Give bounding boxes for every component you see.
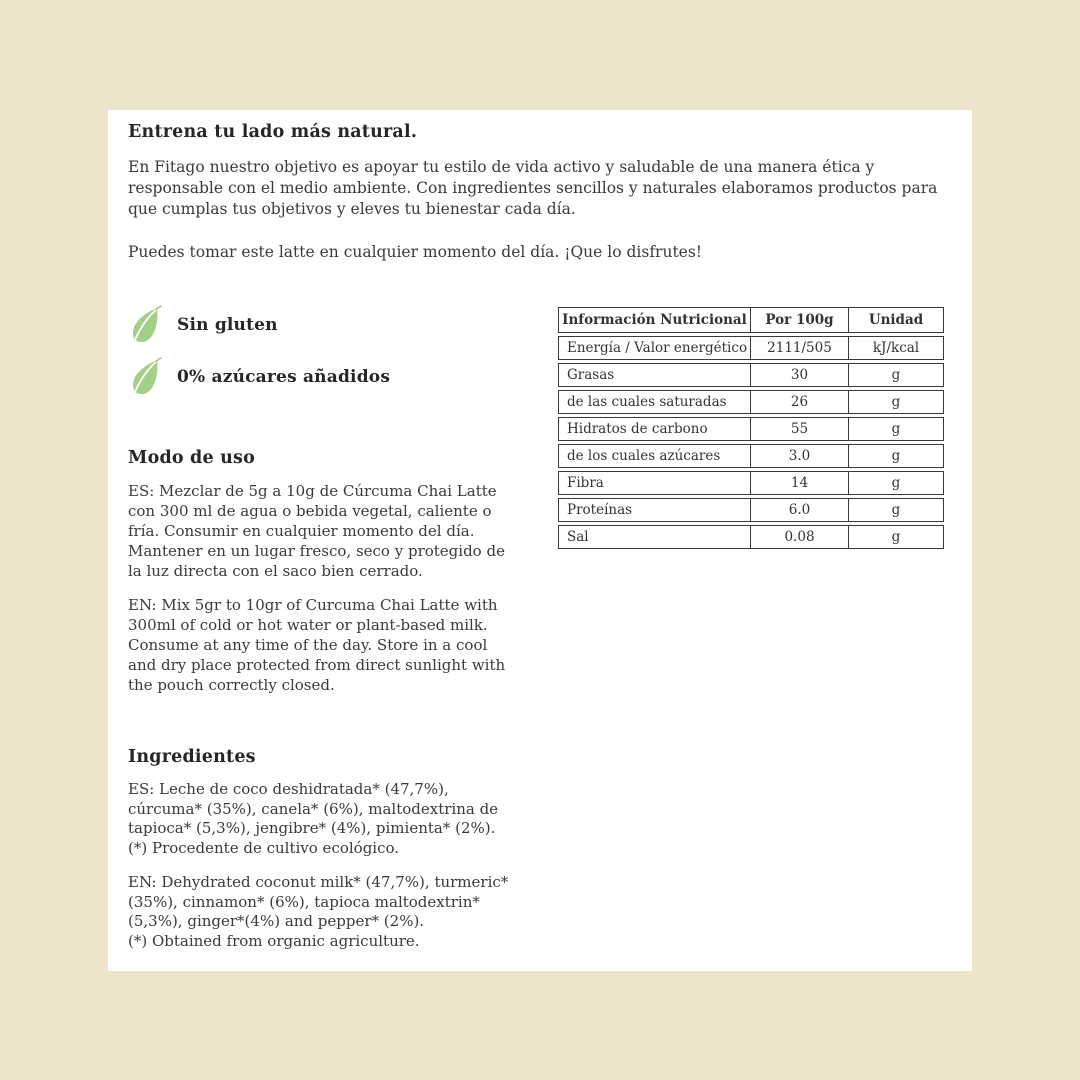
intro-section xyxy=(128,121,946,285)
ingredients-section-title: Ingredientes xyxy=(128,747,256,767)
ingredients-text-en xyxy=(128,873,518,951)
nutrition-table xyxy=(558,307,944,552)
nutrient-unit: g xyxy=(891,394,901,410)
leaf-icon xyxy=(128,356,162,398)
ingredients-en-note: (*) Obtained from organic agriculture. xyxy=(128,931,420,950)
nutrient-name: Fibra xyxy=(559,472,751,494)
column-header: Unidad xyxy=(868,312,924,328)
nutrient-name: Proteínas xyxy=(559,499,751,521)
nutrient-name: Sal xyxy=(559,526,751,548)
column-header: Información Nutricional xyxy=(559,308,751,332)
nutrient-value: 14 xyxy=(751,472,849,494)
nutrient-name: Hidratos de carbono xyxy=(559,418,751,440)
nutrition-table-header-row xyxy=(558,307,944,333)
nutrient-name: de los cuales azúcares xyxy=(559,445,751,467)
nutrient-name: Grasas xyxy=(559,364,751,386)
nutrient-name: Energía / Valor energético xyxy=(559,337,751,359)
nutrient-value: 6.0 xyxy=(751,499,849,521)
table-row xyxy=(558,444,944,468)
table-row xyxy=(558,336,944,360)
leaf-icon xyxy=(128,304,162,346)
page-title: Entrena tu lado más natural. xyxy=(128,122,418,142)
usage-text-en: EN: Mix 5gr to 10gr of Curcuma Chai Latte with 300ml of cold or hot water or plant-based milk. Consume at any time of the day. Store in a cool and dry place protected from direct sunlight with the pouch correctly closed. xyxy=(128,596,506,694)
nutrient-unit: g xyxy=(891,502,901,518)
ingredients-es: ES: Leche de coco deshidratada* (47,7%), cúrcuma* (35%), canela* (6%), maltodextrina de tapioca* (5,3%), jengibre* (4%), pimienta* (2%). xyxy=(128,780,499,837)
badge-label: 0% azúcares añadidos xyxy=(177,367,391,387)
no-added-sugar-badge xyxy=(128,356,518,398)
badge-label: Sin gluten xyxy=(177,315,278,335)
table-row xyxy=(558,363,944,387)
usage-text-es: ES: Mezclar de 5g a 10g de Cúrcuma Chai Latte con 300 ml de agua o bebida vegetal, caliente o fría. Consumir en cualquier momento del día. Mantener en un lugar fresco, seco y protegido de la luz directa con el saco bien cerrado. xyxy=(128,482,505,580)
nutrient-value: 26 xyxy=(751,391,849,413)
table-row xyxy=(558,525,944,549)
usage-section-title: Modo de uso xyxy=(128,448,255,468)
ingredients-es-note: (*) Procedente de cultivo ecológico. xyxy=(128,838,400,857)
nutrient-unit: g xyxy=(891,367,901,383)
nutrient-name: de las cuales saturadas xyxy=(559,391,751,413)
table-row xyxy=(558,498,944,522)
table-row xyxy=(558,417,944,441)
nutrient-value: 30 xyxy=(751,364,849,386)
table-row xyxy=(558,471,944,495)
intro-paragraph-2: Puedes tomar este latte en cualquier momento del día. ¡Que lo disfrutes! xyxy=(128,243,703,261)
product-info-card xyxy=(108,110,972,971)
nutrient-unit: g xyxy=(891,529,901,545)
column-header: Por 100g xyxy=(751,308,849,332)
ingredients-text-es xyxy=(128,780,518,858)
intro-paragraph: En Fitago nuestro objetivo es apoyar tu estilo de vida activo y saludable de una manera ética y responsable con el medio ambiente. Con ingredientes sencillos y naturales elaboramos productos para que cumplas tus objetivos y eleves tu bienestar cada día. xyxy=(128,158,938,218)
nutrient-value: 0.08 xyxy=(751,526,849,548)
nutrient-unit: g xyxy=(891,448,901,464)
table-row xyxy=(558,390,944,414)
nutrient-value: 3.0 xyxy=(751,445,849,467)
left-column xyxy=(128,304,518,951)
nutrient-unit: kJ/kcal xyxy=(872,340,920,356)
ingredients-en: EN: Dehydrated coconut milk* (47,7%), turmeric* (35%), cinnamon* (6%), tapioca maltodextrin* (5,3%), ginger*(4%) and pepper* (2%). xyxy=(128,873,509,930)
nutrient-unit: g xyxy=(891,475,901,491)
nutrient-value: 55 xyxy=(751,418,849,440)
nutrient-value: 2111/505 xyxy=(751,337,849,359)
gluten-free-badge xyxy=(128,304,518,346)
nutrient-unit: g xyxy=(891,421,901,437)
